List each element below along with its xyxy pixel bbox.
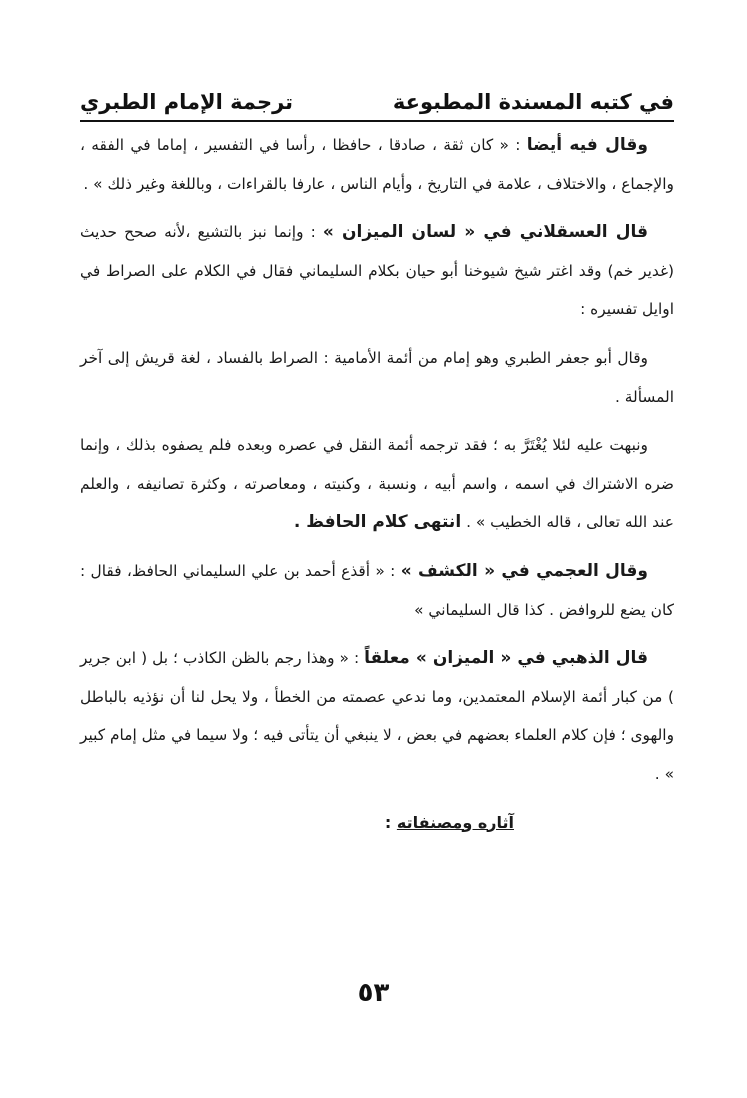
paragraph-2-text: : وإنما نبز بالتشيع ،لأنه صحح حديث (غدير خم) وقد اغتر شيخ شيوخنا أبو حيان بكلام السليماني فقال في الكلام على الصراط في اوايل تفسيره :	[80, 223, 674, 319]
header-right-title: في كتبه المسندة المطبوعة	[392, 90, 674, 114]
paragraph-1-lead: وقال فيه أيضا	[526, 135, 648, 155]
paragraph-6	[80, 639, 674, 793]
paragraph-3	[80, 339, 674, 416]
section-heading-label: آثاره ومصنفاته	[396, 812, 514, 832]
page-body	[80, 126, 674, 852]
paragraph-5	[80, 552, 674, 629]
header-divider	[80, 120, 674, 122]
paragraph-6-text: : « وهذا رجم بالظن الكاذب ؛ بل ( ابن جرير ) من كبار أئمة الإسلام المعتمدين، وما ندعي عصمته من الخطأ ، ولا يحل لنا أن نؤذيه بالباطل والهوى ؛ فإن كلام العلماء بعضهم في بعض ، لا ينبغي أن يتأتى فيه ؛ ولا سيما في مثل إمام كبير » .	[80, 649, 674, 783]
paragraph-4-tail: انتهى كلام الحافظ .	[293, 512, 462, 533]
paragraph-6-lead: قال الذهبي في « الميزان » معلقاً	[364, 648, 648, 669]
paragraph-4-text: ونبهت عليه لئلا يُغْتَرَّ به ؛ فقد ترجمه أئمة النقل في عصره وبعده فلم يصفوه بذلك ، وإنما ضره الاشتراك في اسمه ، واسم أبيه ، ونسبة ، وكنيته ، ومعاصرته ، وكثرة تصانيفه ، والعلم عند الله تعالى ، قاله الخطيب » .	[80, 436, 674, 532]
paragraph-4	[80, 426, 674, 542]
paragraph-3-text: وقال أبو جعفر الطبري وهو إمام من أئمة الأمامية : الصراط بالفساد ، لغة قريش إلى آخر المسألة .	[80, 348, 674, 406]
header-left-title: ترجمة الإمام الطبري	[80, 90, 294, 114]
running-header	[80, 82, 674, 122]
paragraph-1	[80, 126, 674, 203]
paragraph-1-text: : « كان ثقة ، صادقا ، حافظا ، رأسا في التفسير ، إماما في الفقه ، والإجماع ، والاختلاف ، علامة في التاريخ ، وأيام الناس ، عارفا بالقراءات ، وباللغة وغير ذلك » .	[80, 136, 674, 193]
paragraph-2	[80, 213, 674, 329]
page-number: ٥٣	[357, 978, 390, 1008]
paragraph-5-lead: وقال العجمي في « الكشف »	[400, 560, 648, 581]
paragraph-5-text: : « أقذع أحمد بن علي السليماني الحافظ، فقال : كان يضع للروافض . كذا قال السليماني »	[80, 561, 674, 619]
section-heading-colon: :	[384, 812, 392, 832]
paragraph-2-lead: قال العسقلاني في « لسان الميزان »	[322, 222, 648, 243]
section-heading	[80, 804, 674, 843]
